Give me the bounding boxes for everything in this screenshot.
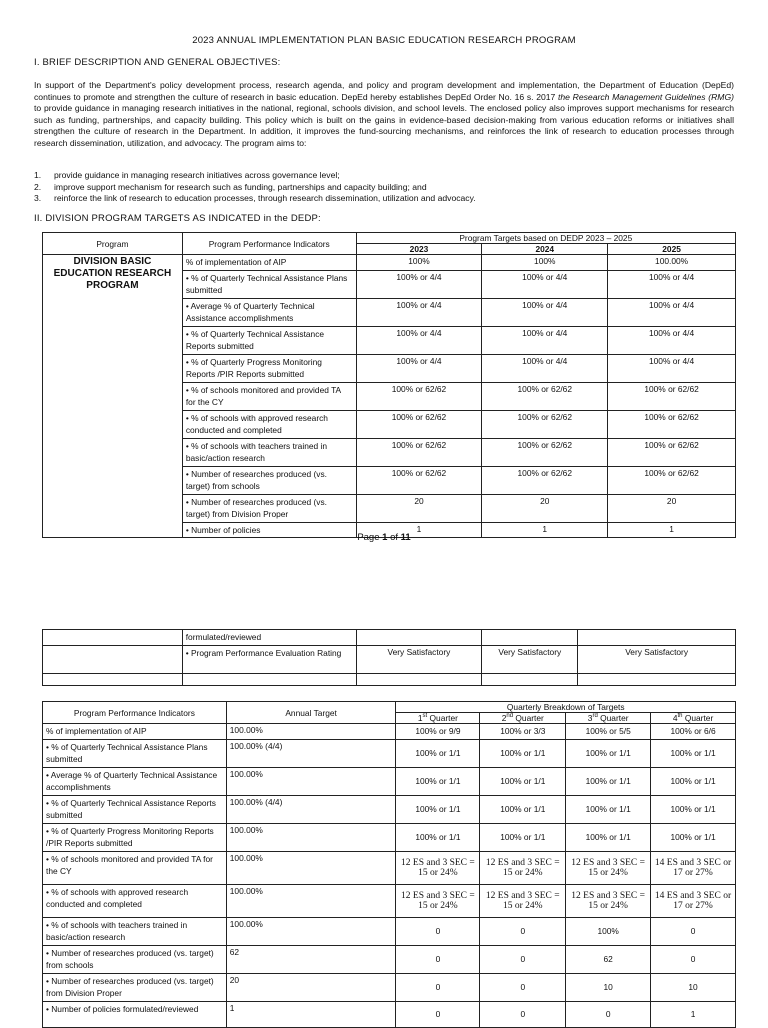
header-targets: Program Targets based on DEDP 2023 – 2025 <box>356 233 735 244</box>
quarter-target-cell: 100% or 1/1 <box>651 767 736 795</box>
quarterly-breakdown-table <box>42 701 736 1028</box>
indicator-cell: • % of schools with approved research conducted and completed <box>182 410 356 438</box>
target-cell: 100% or 62/62 <box>356 466 482 494</box>
header-indicators: Program Performance Indicators <box>182 233 356 255</box>
quarter-header: 2nd Quarter <box>480 713 566 724</box>
target-cell: 100% or 4/4 <box>356 326 482 354</box>
quarter-target-cell: 100% or 1/1 <box>651 739 736 767</box>
indicator-cell: • % of Quarterly Technical Assistance Plans submitted <box>182 270 356 298</box>
quarter-target-cell: 12 ES and 3 SEC = 15 or 24% <box>396 884 480 917</box>
quarter-target-cell: 100% or 1/1 <box>396 823 480 851</box>
indicator-cell: % of implementation of AIP <box>43 724 227 740</box>
indicator-cell: • % of schools monitored and provided TA for the CY <box>182 382 356 410</box>
quarter-target-cell: 0 <box>480 1001 566 1027</box>
objective-item <box>34 193 734 205</box>
target-cell: 100% or 62/62 <box>608 410 736 438</box>
target-cell: 100% or 62/62 <box>482 438 608 466</box>
target-cell: Very Satisfactory <box>356 645 482 673</box>
target-cell: 100% or 62/62 <box>608 466 736 494</box>
target-cell: 100% or 4/4 <box>608 270 736 298</box>
intro-text-b: to provide guidance in managing research initiatives in the national, regional, schools division, and school levels. The enclosed policy also improves support mechanisms for research such as funding, partnerships, and capacity building. This policy which is built on the gains in evidence-based decision-making from various education reforms or initiatives shall strengthen the culture of research in the Department. In addition, it improves the fund-sourcing mechanisms, and reinforces the link of research to education processes through research dissemination, utilization, and advocacy. The program aims to: <box>34 103 734 148</box>
annual-target-cell: 1 <box>226 1001 396 1027</box>
table-row <box>43 630 736 646</box>
target-cell <box>578 630 736 646</box>
target-cell: 100% or 62/62 <box>356 382 482 410</box>
indicator-cell: • Number of researches produced (vs. target) from Division Proper <box>182 494 356 522</box>
objective-item <box>34 170 734 182</box>
table-row <box>43 823 736 851</box>
indicator-cell: • Number of policies formulated/reviewed <box>43 1001 227 1027</box>
quarter-target-cell: 100% or 9/9 <box>396 724 480 740</box>
objectives-list <box>34 170 734 205</box>
table-row <box>43 673 736 685</box>
table-row <box>43 884 736 917</box>
target-cell: Very Satisfactory <box>578 645 736 673</box>
quarter-target-cell: 0 <box>396 973 480 1001</box>
target-cell <box>578 673 736 685</box>
target-cell: 100% <box>482 255 608 271</box>
target-cell: 100% or 4/4 <box>356 270 482 298</box>
quarter-target-cell: 100% or 1/1 <box>480 823 566 851</box>
table-row <box>43 767 736 795</box>
quarter-target-cell: 100% or 1/1 <box>651 795 736 823</box>
indicator-cell: • Number of policies <box>182 522 356 538</box>
intro-paragraph <box>34 80 734 150</box>
table-row <box>43 851 736 884</box>
table-row <box>43 739 736 767</box>
quarter-target-cell: 10 <box>651 973 736 1001</box>
division-targets-table <box>42 232 736 538</box>
quarter-target-cell: 12 ES and 3 SEC = 15 or 24% <box>480 884 566 917</box>
target-cell <box>482 630 578 646</box>
target-cell: 100% or 62/62 <box>482 466 608 494</box>
annual-target-cell: 20 <box>226 973 396 1001</box>
program-cell <box>43 645 183 673</box>
indicator-cell: • Average % of Quarterly Technical Assistance accomplishments <box>43 767 227 795</box>
program-name: DIVISION BASIC EDUCATION RESEARCH PROGRAM <box>43 255 183 538</box>
quarter-target-cell: 62 <box>566 945 651 973</box>
indicator-cell: • % of Quarterly Technical Assistance Reports submitted <box>182 326 356 354</box>
quarter-target-cell: 100% or 1/1 <box>396 739 480 767</box>
target-cell: 100% or 4/4 <box>482 270 608 298</box>
table-row <box>43 645 736 673</box>
quarter-target-cell: 12 ES and 3 SEC = 15 or 24% <box>566 884 651 917</box>
indicator-cell: • Average % of Quarterly Technical Assistance accomplishments <box>182 298 356 326</box>
annual-target-cell: 100.00% <box>226 851 396 884</box>
objective-text: improve support mechanism for research such as funding, partnerships and capacity building; and <box>54 181 427 192</box>
program-cell <box>43 673 183 685</box>
quarter-target-cell: 0 <box>396 945 480 973</box>
quarter-target-cell: 12 ES and 3 SEC = 15 or 24% <box>480 851 566 884</box>
year-header: 2023 <box>356 244 482 255</box>
quarter-target-cell: 100% or 1/1 <box>480 795 566 823</box>
target-cell: 1 <box>608 522 736 538</box>
target-cell: 100% or 4/4 <box>482 298 608 326</box>
table-row <box>43 917 736 945</box>
target-cell: 100% or 62/62 <box>356 410 482 438</box>
page-current: 1 <box>382 532 388 543</box>
target-cell: 20 <box>356 494 482 522</box>
quarter-target-cell: 100% or 1/1 <box>396 795 480 823</box>
annual-target-cell: 100.00% <box>226 884 396 917</box>
quarter-target-cell: 100% or 6/6 <box>651 724 736 740</box>
target-cell: 1 <box>356 522 482 538</box>
indicator-cell: • Program Performance Evaluation Rating <box>182 645 356 673</box>
header-indicators-2: Program Performance Indicators <box>43 702 227 724</box>
quarter-target-cell: 0 <box>651 945 736 973</box>
header-annual-target: Annual Target <box>226 702 396 724</box>
target-cell: 100% or 62/62 <box>608 382 736 410</box>
indicator-cell: • % of schools monitored and provided TA for the CY <box>43 851 227 884</box>
target-cell: 100% or 62/62 <box>356 438 482 466</box>
target-cell: 100% or 4/4 <box>608 354 736 382</box>
table-row <box>43 973 736 1001</box>
indicator-cell: • Number of researches produced (vs. target) from schools <box>182 466 356 494</box>
page-number: Page 1 of 11 <box>357 532 411 543</box>
quarter-target-cell: 100% <box>566 917 651 945</box>
indicator-cell: • % of Quarterly Progress Monitoring Reports /PIR Reports submitted <box>43 823 227 851</box>
target-cell: Very Satisfactory <box>482 645 578 673</box>
objective-text: reinforce the link of research to education processes, through research dissemination, utilization and advocacy. <box>54 193 476 204</box>
indicator-cell: • Number of researches produced (vs. target) from schools <box>43 945 227 973</box>
header-program: Program <box>43 233 183 255</box>
quarter-target-cell: 14 ES and 3 SEC or 17 or 27% <box>651 851 736 884</box>
target-cell: 100% or 62/62 <box>482 410 608 438</box>
target-cell: 100% or 4/4 <box>608 326 736 354</box>
quarter-target-cell: 0 <box>480 917 566 945</box>
annual-target-cell: 62 <box>226 945 396 973</box>
quarter-target-cell: 0 <box>396 917 480 945</box>
quarter-target-cell: 0 <box>396 1001 480 1027</box>
quarter-target-cell: 12 ES and 3 SEC = 15 or 24% <box>396 851 480 884</box>
objective-text: provide guidance in managing research initiatives across governance level; <box>54 170 340 180</box>
target-cell: 100% or 4/4 <box>356 354 482 382</box>
header-quarterly: Quarterly Breakdown of Targets <box>396 702 736 713</box>
quarter-target-cell: 100% or 1/1 <box>566 795 651 823</box>
target-cell: 20 <box>608 494 736 522</box>
indicator-cell: • % of schools with approved research conducted and completed <box>43 884 227 917</box>
quarter-target-cell: 14 ES and 3 SEC or 17 or 27% <box>651 884 736 917</box>
indicator-cell: • Number of researches produced (vs. target) from Division Proper <box>43 973 227 1001</box>
quarter-target-cell: 12 ES and 3 SEC = 15 or 24% <box>566 851 651 884</box>
quarter-target-cell: 0 <box>480 973 566 1001</box>
indicator-cell: • % of Quarterly Technical Assistance Reports submitted <box>43 795 227 823</box>
quarter-target-cell: 100% or 1/1 <box>480 767 566 795</box>
indicator-cell: • % of Quarterly Progress Monitoring Reports /PIR Reports submitted <box>182 354 356 382</box>
table-row <box>43 255 736 271</box>
annual-target-cell: 100.00% <box>226 823 396 851</box>
indicator-cell: % of implementation of AIP <box>182 255 356 271</box>
table-row <box>43 945 736 973</box>
target-cell <box>482 673 578 685</box>
annual-target-cell: 100.00% (4/4) <box>226 739 396 767</box>
target-cell: 100.00% <box>608 255 736 271</box>
target-cell <box>356 630 482 646</box>
quarter-header: 1st Quarter <box>396 713 480 724</box>
division-targets-table-continued <box>42 629 736 686</box>
quarter-target-cell: 100% or 1/1 <box>566 739 651 767</box>
quarter-target-cell: 100% or 5/5 <box>566 724 651 740</box>
annual-target-cell: 100.00% <box>226 724 396 740</box>
quarter-target-cell: 100% or 1/1 <box>651 823 736 851</box>
quarter-target-cell: 100% or 3/3 <box>480 724 566 740</box>
intro-text-a: In support of the Department's policy development process, research agenda, and policy and program development and implementation, the Department of Education (DepEd) continues to promote and strengthen the culture of research in basic education. DepEd hereby establishes DepEd Order No. 16 s. 2017 <box>34 80 734 102</box>
objective-number: 2. <box>34 181 42 192</box>
quarter-target-cell: 10 <box>566 973 651 1001</box>
target-cell: 100% <box>356 255 482 271</box>
section-heading-2: II. DIVISION PROGRAM TARGETS AS INDICATED in the DEDP: <box>34 213 321 224</box>
quarter-header: 4th Quarter <box>651 713 736 724</box>
quarter-target-cell: 1 <box>651 1001 736 1027</box>
program-cell <box>43 630 183 646</box>
objective-number: 1. <box>34 170 42 180</box>
document-title: 2023 ANNUAL IMPLEMENTATION PLAN BASIC EDUCATION RESEARCH PROGRAM <box>192 35 576 46</box>
intro-text-italic: the Research Management Guidelines (RMG) <box>558 91 734 102</box>
indicator-cell: • % of schools with teachers trained in basic/action research <box>43 917 227 945</box>
quarter-target-cell: 0 <box>566 1001 651 1027</box>
year-header: 2025 <box>608 244 736 255</box>
objective-item <box>34 182 734 194</box>
table-row <box>43 1001 736 1027</box>
annual-target-cell: 100.00% <box>226 917 396 945</box>
target-cell: 20 <box>482 494 608 522</box>
target-cell: 100% or 4/4 <box>482 326 608 354</box>
year-header: 2024 <box>482 244 608 255</box>
quarter-target-cell: 100% or 1/1 <box>480 739 566 767</box>
target-cell: 100% or 4/4 <box>356 298 482 326</box>
objective-number: 3. <box>34 193 42 204</box>
target-cell <box>356 673 482 685</box>
target-cell: 100% or 62/62 <box>608 438 736 466</box>
target-cell: 100% or 4/4 <box>482 354 608 382</box>
target-cell: 100% or 4/4 <box>608 298 736 326</box>
quarter-target-cell: 100% or 1/1 <box>396 767 480 795</box>
quarter-target-cell: 0 <box>480 945 566 973</box>
indicator-cell: • % of Quarterly Technical Assistance Plans submitted <box>43 739 227 767</box>
page-total: 11 <box>400 532 411 543</box>
quarter-target-cell: 100% or 1/1 <box>566 767 651 795</box>
table-row <box>43 795 736 823</box>
indicator-cell <box>182 673 356 685</box>
annual-target-cell: 100.00% <box>226 767 396 795</box>
annual-target-cell: 100.00% (4/4) <box>226 795 396 823</box>
quarter-header: 3rd Quarter <box>566 713 651 724</box>
quarter-target-cell: 0 <box>651 917 736 945</box>
table-row <box>43 724 736 740</box>
target-cell: 100% or 62/62 <box>482 382 608 410</box>
target-cell: 1 <box>482 522 608 538</box>
indicator-cell: formulated/reviewed <box>182 630 356 646</box>
indicator-cell: • % of schools with teachers trained in basic/action research <box>182 438 356 466</box>
section-heading-1: I. BRIEF DESCRIPTION AND GENERAL OBJECTIVES: <box>34 57 281 68</box>
quarter-target-cell: 100% or 1/1 <box>566 823 651 851</box>
